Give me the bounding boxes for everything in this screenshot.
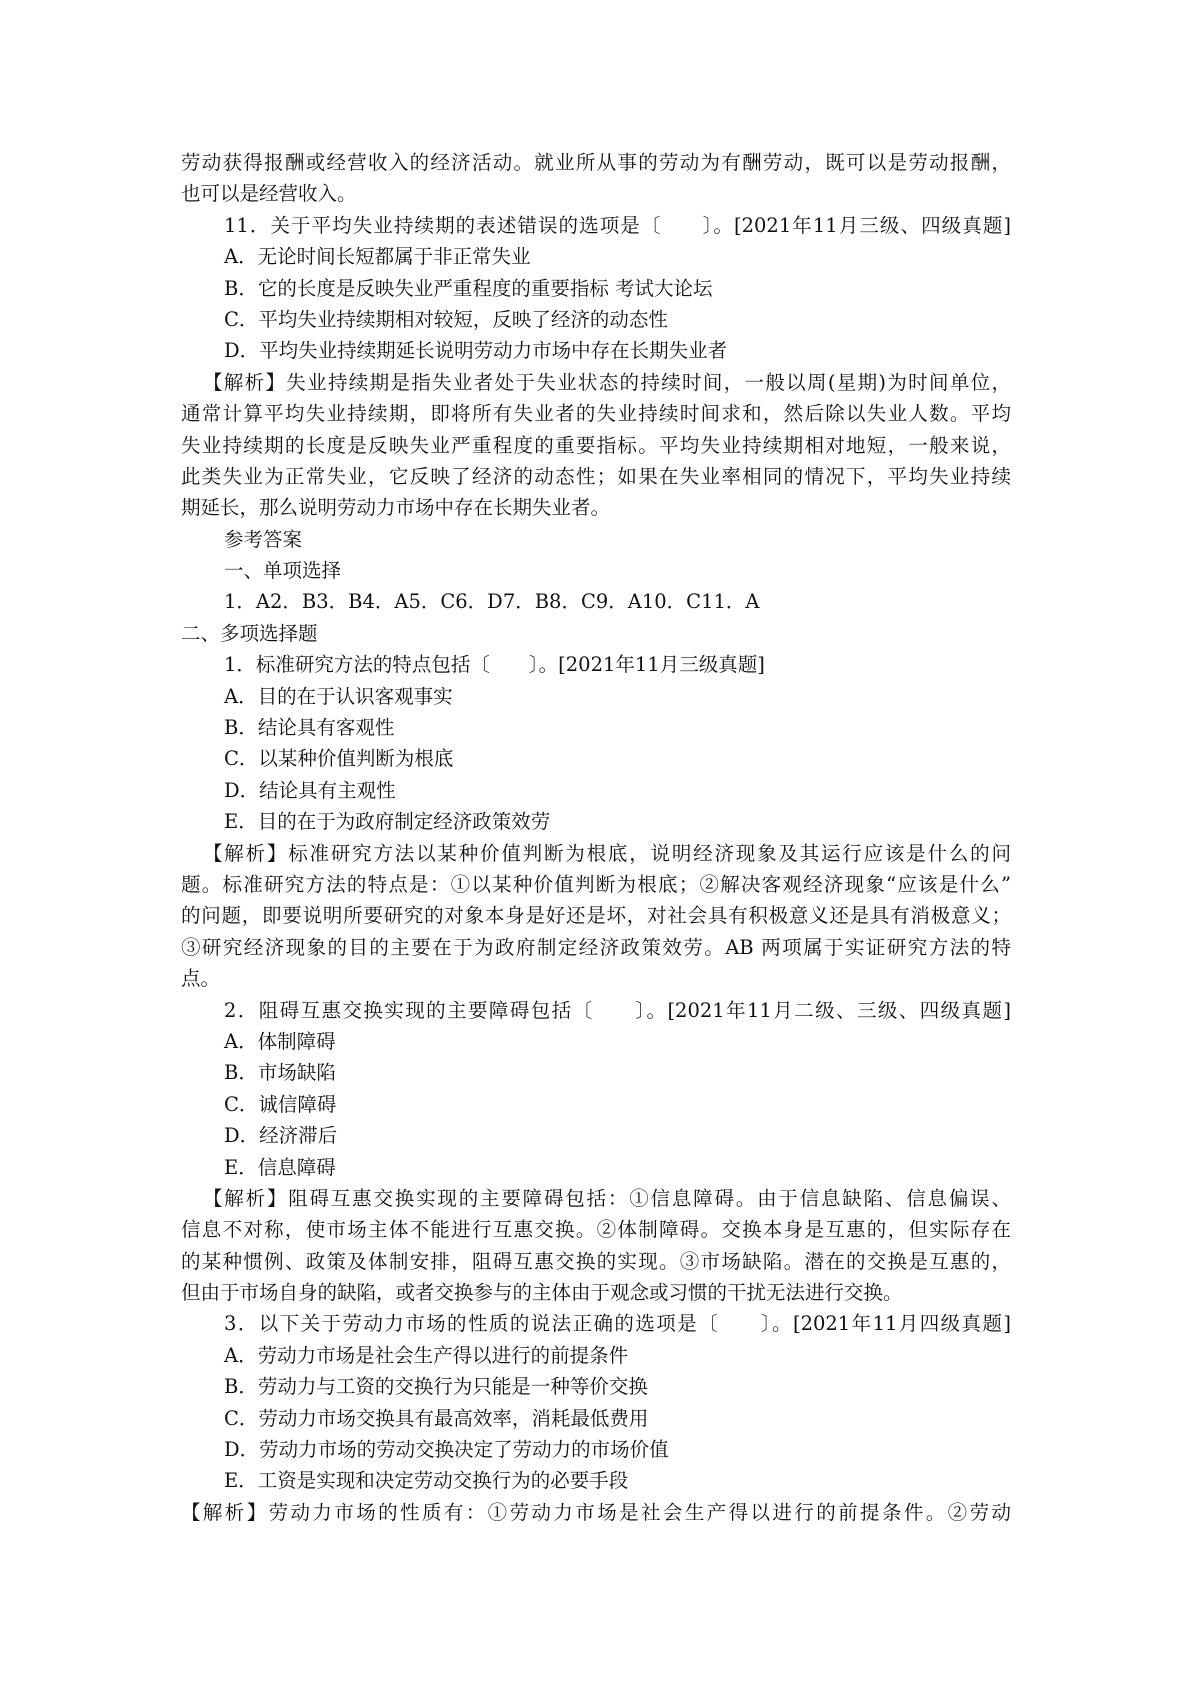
section-heading-multiple: 二、多项选择题 [181, 621, 318, 645]
option-b: B．它的长度是反映失业严重程度的重要指标 考试大论坛 [224, 276, 713, 300]
option-d: D．结论具有主观性 [224, 778, 396, 802]
option-c: C．诚信障碍 [224, 1092, 337, 1116]
option-b: B．市场缺陷 [224, 1061, 336, 1085]
analysis-line: 期延长，那么说明劳动力市场中存在长期失业者。 [181, 496, 611, 520]
document-page [181, 147, 1011, 1528]
analysis-line: 信息不对称，使市场主体不能进行互惠交换。②体制障碍。交换本身是互惠的，但实际存在 [181, 1218, 1011, 1242]
option-e: E．信息障碍 [224, 1155, 336, 1179]
option-d: D．劳动力市场的劳动交换决定了劳动力的市场价值 [224, 1438, 669, 1462]
analysis-line: 通常计算平均失业持续期，即将所有失业者的失业持续时间求和，然后除以失业人数。平均 [181, 402, 1011, 426]
section-heading-single: 一、单项选择 [224, 559, 342, 583]
answers-heading: 参考答案 [224, 527, 303, 551]
option-b: B．劳动力与工资的交换行为只能是一种等价交换 [224, 1375, 648, 1399]
analysis-line: 但由于市场自身的缺陷，或者交换参与的主体由于观念或习惯的干扰无法进行交换。 [181, 1281, 903, 1305]
analysis-line: 点。 [181, 967, 221, 991]
analysis-line: 的某种惯例、政策及体制安排，阻碍互惠交换的实现。③市场缺陷。潜在的交换是互惠的， [181, 1249, 1011, 1273]
analysis-line: 失业持续期的长度是反映失业严重程度的重要指标。平均失业持续期相对地短，一般来说， [181, 433, 1011, 457]
answer-key: 1．A2．B3．B4．A5．C6．D7．B8．C9．A10．C11．A [224, 590, 760, 614]
analysis-line: 【解析】标准研究方法以某种价值判断为根底，说明经济现象及其运行应该是什么的问 [203, 841, 1011, 865]
analysis-line: 题。标准研究方法的特点是：①以某种价值判断为根底；②解决客观经济现象“应该是什么” [181, 872, 1011, 896]
question-11: 11．关于平均失业持续期的表述错误的选项是〔 〕。[2021年11月三级、四级真题] [224, 213, 1011, 237]
option-a: A．无论时间长短都属于非正常失业 [224, 245, 531, 269]
text-line: 劳动获得报酬或经营收入的经济活动。就业所从事的劳动为有酬劳动，既可以是劳动报酬， [181, 151, 1011, 174]
option-a: A．劳动力市场是社会生产得以进行的前提条件 [224, 1343, 629, 1367]
analysis-line: 此类失业为正常失业，它反映了经济的动态性；如果在失业率相同的情况下，平均失业持续 [181, 464, 1011, 488]
option-d: D．平均失业持续期延长说明劳动力市场中存在长期失业者 [224, 339, 728, 363]
analysis-line: 【解析】阻碍互惠交换实现的主要障碍包括：①信息障碍。由于信息缺陷、信息偏误、 [203, 1186, 1011, 1210]
option-c: C．以某种价值判断为根底 [224, 747, 454, 771]
option-a: A．体制障碍 [224, 1029, 336, 1053]
option-c: C．平均失业持续期相对较短，反映了经济的动态性 [224, 307, 668, 331]
option-c: C．劳动力市场交换具有最高效率，消耗最低费用 [224, 1406, 649, 1430]
analysis-line: 【解析】劳动力市场的性质有：①劳动力市场是社会生产得以进行的前提条件。②劳动 [181, 1500, 1011, 1524]
option-e: E．目的在于为政府制定经济政策效劳 [224, 810, 551, 834]
option-a: A．目的在于认识客观事实 [224, 684, 453, 708]
analysis-line: 的问题，即要说明所要研究的对象本身是好还是坏，对社会具有积极意义还是具有消极意义； [181, 904, 1011, 928]
option-d: D．经济滞后 [224, 1124, 338, 1148]
text-line: 也可以是经营收入。 [181, 182, 357, 206]
question-m2: 2．阻碍互惠交换实现的主要障碍包括〔 〕。[2021年11月二级、三级、四级真题] [224, 998, 1011, 1022]
question-m3: 3．以下关于劳动力市场的性质的说法正确的选项是〔 〕。[2021年11月四级真题] [224, 1312, 1011, 1336]
analysis-line: 【解析】失业持续期是指失业者处于失业状态的持续时间，一般以周(星期)为时间单位， [203, 370, 1011, 394]
analysis-line: ③研究经济现象的目的主要在于为政府制定经济政策效劳。AB 两项属于实证研究方法的特 [181, 935, 1011, 959]
option-b: B．结论具有客观性 [224, 716, 395, 740]
option-e: E．工资是实现和决定劳动交换行为的必要手段 [224, 1469, 629, 1493]
question-m1: 1．标准研究方法的特点包括〔 〕。[2021年11月三级真题] [224, 653, 765, 677]
